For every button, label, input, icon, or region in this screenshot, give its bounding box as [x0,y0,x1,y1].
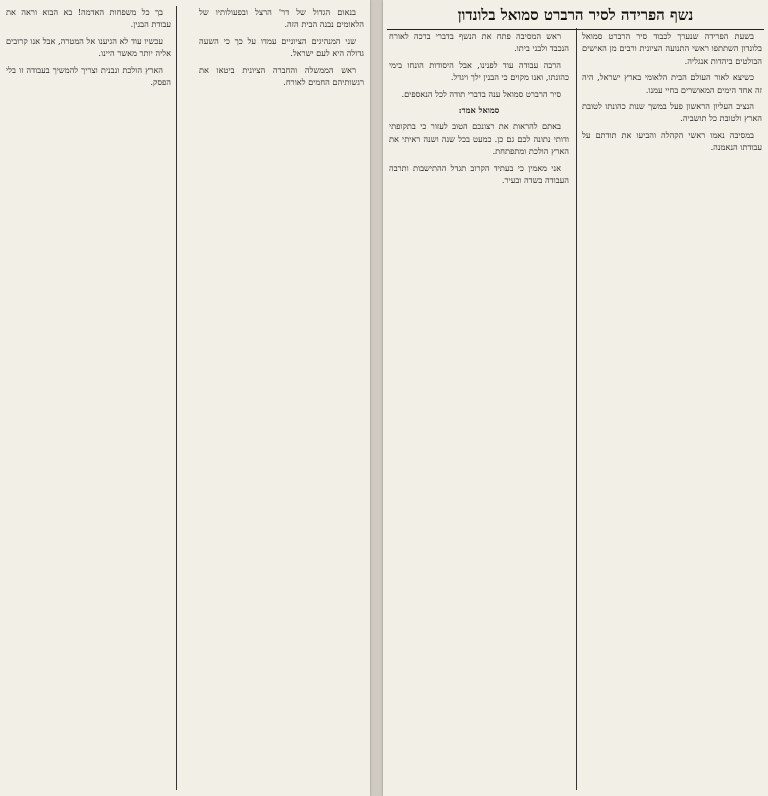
newspaper-clipping-right [383,0,768,796]
paragraph: בשעת הפרידה שנערך לכבוד סיר הרברט סמואל בלונדון השתתפו ראשי התנועה הציונית ורבים מן האישים הבולטים ביהדות אנגליה. [582,31,762,66]
paragraph: במסיבה נאמו ראשי הקהלה והביעו את תודתם על עבודתו הנאמנה. [582,129,762,153]
paragraph: שני המנהיגים הציוניים עמדו על כך כי השעה גדולה היא לעם ישראל. [199,35,364,59]
article-headline: נשף הפרידה לסיר הרברט סמואל בלונדון [387,0,764,30]
paragraph: אני מאמין כי בעתיד הקרוב תגדל ההתישבות ותרבה העבודה בשדה ובעיר. [389,162,569,186]
paragraph: עכשיו עוד לא הגיענו אל המטרה, אבל אנו קרובים אליה יותר מאשר היינו. [6,35,171,59]
newspaper-clipping-left [0,0,370,796]
paragraph: כשיצא לאור העולם הבית הלאומי בארץ ישראל, היה זה אחד הימים המאושרים בחיי עמנו. [582,72,762,95]
article-column-right [582,30,762,790]
article-column-left [389,30,569,790]
paragraph: בנאום הגדול של דר' הרצל ובפעולותיו של הלאומים נבנה הבית הזה. [199,7,364,30]
paragraph: בך כל משפחות האדמה! בא הבוא וראה את עבודת הבנין. [6,7,171,30]
paragraph: סיר הרברט סמואל ענה בדברי תודה לכל הנאספים. [401,88,561,99]
paragraph: הארץ הולכת ונבנית וצריך להמשיך בעבודה זו בלי הפסק. [6,64,171,88]
paragraph: הרבה עבודה עוד לפנינו, אבל היסודות הונחו בימי כהונתו, ואנו מקוים כי הבנין ילך ויגדל. [389,59,569,83]
paragraph: באתם להראות את רצונכם הטוב לעזור כי בתקופתי ודותי נתונה לכם גם כן. כמעט בכל שנה ושנה ראיתי את הארץ הולכת ומתפתחת. [389,121,569,157]
article-column-left [6,6,171,790]
column-divider [576,28,577,790]
column-divider [176,6,177,790]
paragraph: ראש הממשלה והחברה הציונית ביטאו את רגשותיהם החמים לאורח. [199,64,364,88]
paragraph: הנציב העליון הראשון פעל במשך שנות כהונתו לטובת הארץ ולטובת כל תושביה. [582,101,762,124]
article-column-right [199,6,364,790]
paragraph: ראש המסיבה פתח את הנשף בדברי ברכה לאורח הנכבד ולבני ביתו. [389,31,569,54]
subheading: סמואל אמר: [458,105,500,116]
